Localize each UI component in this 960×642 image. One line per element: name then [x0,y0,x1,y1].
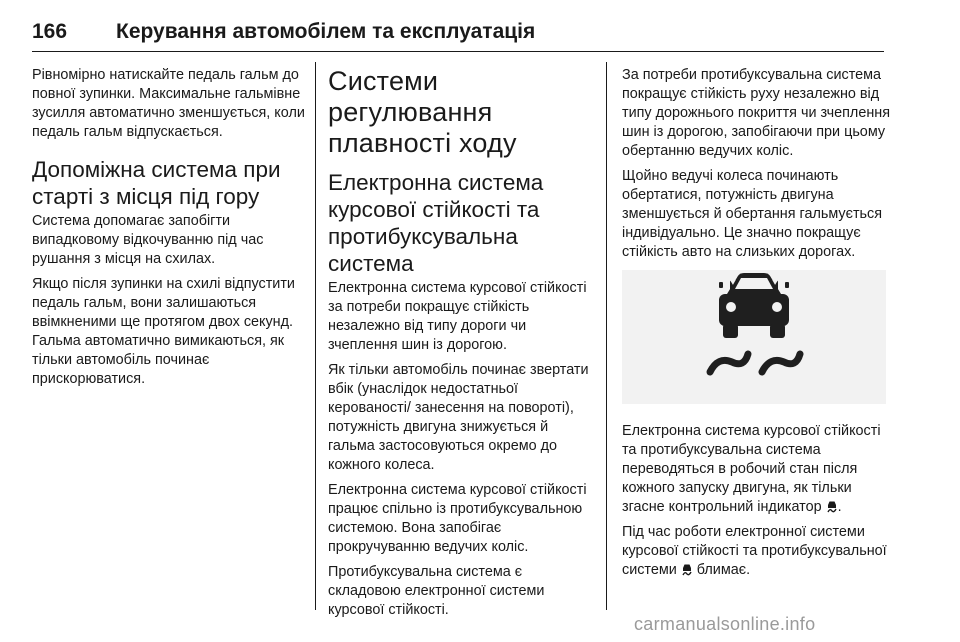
esc-indicator-icon-2 [681,563,693,576]
page-number: 166 [32,20,68,43]
column-left [32,66,308,395]
esc-paragraph-2: Як тільки автомобіль починає звертати вбік (унаслідок недостатньої керованості/ занесення на повороті), потужність двигуна знижується й гальма застосовуються окремо до кожного колеса. [328,362,589,473]
esc-indicator-icon [826,500,838,513]
blink-text-end: блимає. [692,562,751,578]
column-divider-left [315,62,316,610]
traction-paragraph-2: Щойно ведучі колеса починають обертатися, потужність двигуна зменшується й обертання гальмується індивідуально. Це значно покращує стійкість авто на слизьких дорогах. [622,168,883,260]
column-divider-right [606,62,607,610]
hill-start-paragraph-1: Система допомагає запобігти випадковому відкочуванню під час рушання з місця на схилах. [32,213,264,267]
header-divider [32,51,884,52]
blink-paragraph [622,523,890,580]
activation-paragraph [622,422,890,517]
hill-start-heading: Допоміжна система при старті з місця під гору [32,157,281,209]
hill-start-paragraph-2: Якщо після зупинки на схилі відпустити педаль гальм, вони залишаються ввімкненими ще протягом двох секунд. Гальма автоматично вимикаються, як тільки автомобіль починає прискорюватися. [32,276,295,387]
skidding-car-icon [622,270,886,404]
watermark: carmanualsonline.info [634,614,816,634]
page-header [32,20,884,50]
esc-paragraph-4: Протибуксувальна система є складовою електронної системи курсової стійкості. [328,564,545,618]
blink-text: Під час роботи електронної системи курсової стійкості та протибуксувальної системи [622,524,887,578]
brake-paragraph: Рівномірно натискайте педаль гальм до повної зупинки. Максимальне гальмівне зусилля автоматично зменшується, коли педаль гальм відпускається. [32,67,305,140]
activation-text: Електронна система курсової стійкості та протибуксувальна система переводяться в робочий стан після кожного запуску двигуна, як тільки згасне контрольний індикатор [622,423,881,515]
subsection-heading: Електронна система курсової стійкості та протибуксувальна система [328,170,544,276]
traction-paragraph-1: За потреби протибуксувальна система покращує стійкість руху незалежно від типу дорожнього покриття чи зчеплення шин із дорогою, запобігаючи при цьому обертанню ведучих коліс. [622,67,891,159]
esc-paragraph-3: Електронна система курсової стійкості працює спільно із протибуксувальною системою. Вона запобігає прокручуванню ведучих коліс. [328,482,587,555]
skidding-car-figure [622,270,886,404]
activation-text-end: . [837,499,842,515]
column-middle [328,66,598,626]
esc-paragraph-1: Електронна система курсової стійкості за потреби покращує стійкість незалежно від типу дороги чи зчеплення шин із дорогою. [328,280,587,353]
column-right [622,66,890,586]
page-title: Керування автомобілем та експлуатація [116,20,536,43]
section-heading: Системи регулювання плавності ходу [328,66,517,158]
